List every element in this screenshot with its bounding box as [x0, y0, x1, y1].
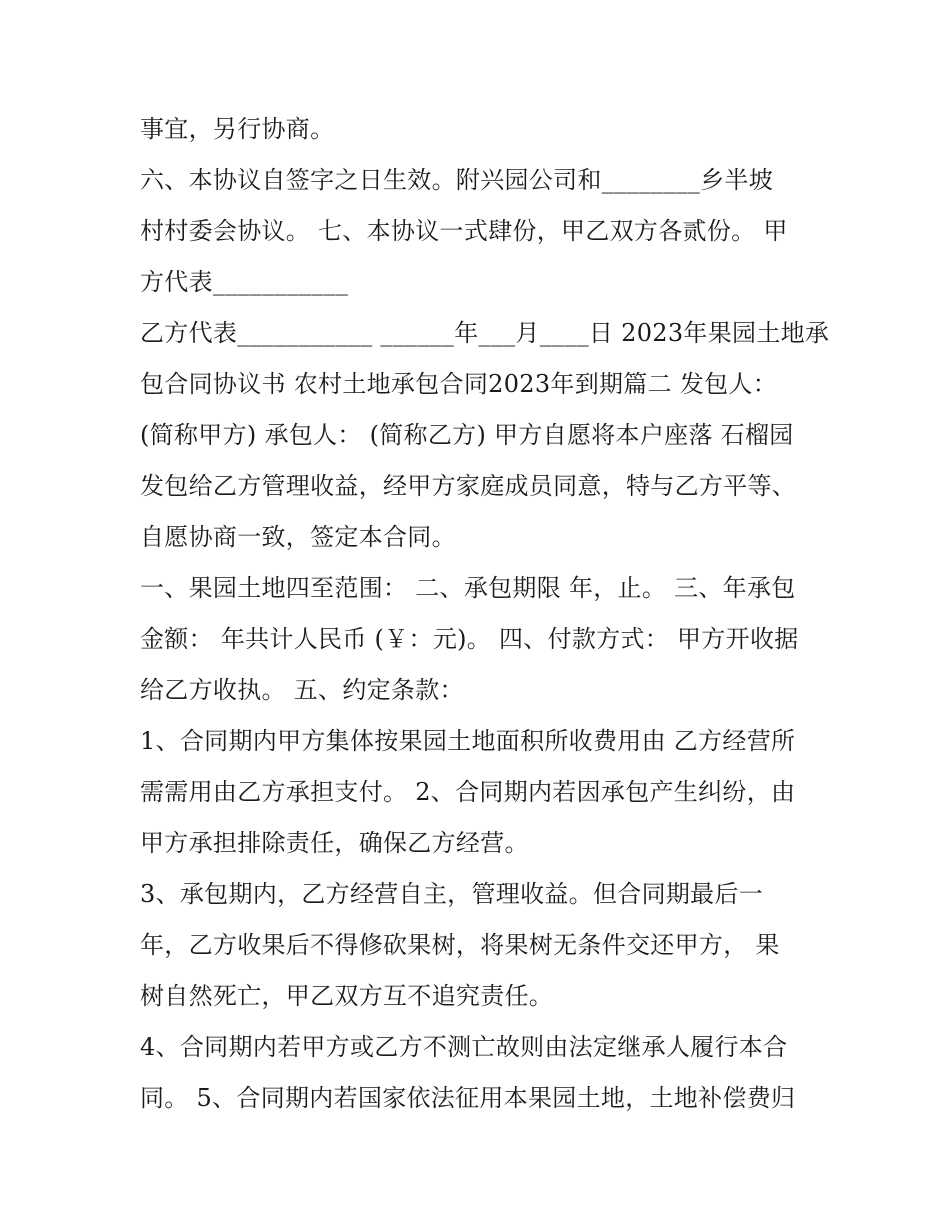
text-line: (简称甲方) 承包人： (简称乙方) 甲方自愿将本户座落 石榴园	[140, 421, 794, 449]
text-line: 自愿协商一致，签定本合同。	[140, 523, 456, 551]
text-line: 六、本协议自签字之日生效。附兴园公司和________乡半坡	[140, 166, 773, 194]
text-line: 甲方承担排除责任，确保乙方经营。	[140, 829, 529, 857]
text-line: 树自然死亡，甲乙双方互不追究责任。	[140, 982, 554, 1010]
document-body	[140, 104, 830, 1124]
text-line: 方代表___________	[140, 268, 349, 296]
text-line: 发包给乙方管理收益，经甲方家庭成员同意，特与乙方平等、	[140, 472, 797, 500]
text-line: 乙方代表___________ ______年___月____日 2023年果园土地承	[140, 319, 830, 347]
text-line: 包合同协议书 农村土地承包合同2023年到期篇二 发包人：	[140, 370, 778, 398]
text-line: 3、承包期内，乙方经营自主，管理收益。但合同期最后一	[140, 880, 764, 908]
text-line: 1、合同期内甲方集体按果园土地面积所收费用由 乙方经营所	[140, 727, 796, 755]
text-line: 一、果园土地四至范围： 二、承包期限 年，止。 三、年承包	[140, 574, 796, 602]
text-line: 村村委会协议。 七、本协议一式肆份，甲乙双方各贰份。 甲	[140, 217, 788, 245]
text-line: 需需用由乙方承担支付。 2、合同期内若因承包产生纠纷，由	[140, 778, 796, 806]
text-line: 给乙方收执。 五、约定条款：	[140, 676, 464, 704]
text-line: 4、合同期内若甲方或乙方不测亡故则由法定继承人履行本合	[140, 1033, 788, 1061]
text-line: 事宜，另行协商。	[140, 115, 335, 143]
text-line: 同。 5、合同期内若国家依法征用本果园土地，土地补偿费归	[140, 1084, 796, 1112]
text-line: 年，乙方收果后不得修砍果树，将果树无条件交还甲方， 果	[140, 931, 780, 959]
text-line: 金额： 年共计人民币 (￥：元)。 四、付款方式： 甲方开收据	[140, 625, 799, 653]
